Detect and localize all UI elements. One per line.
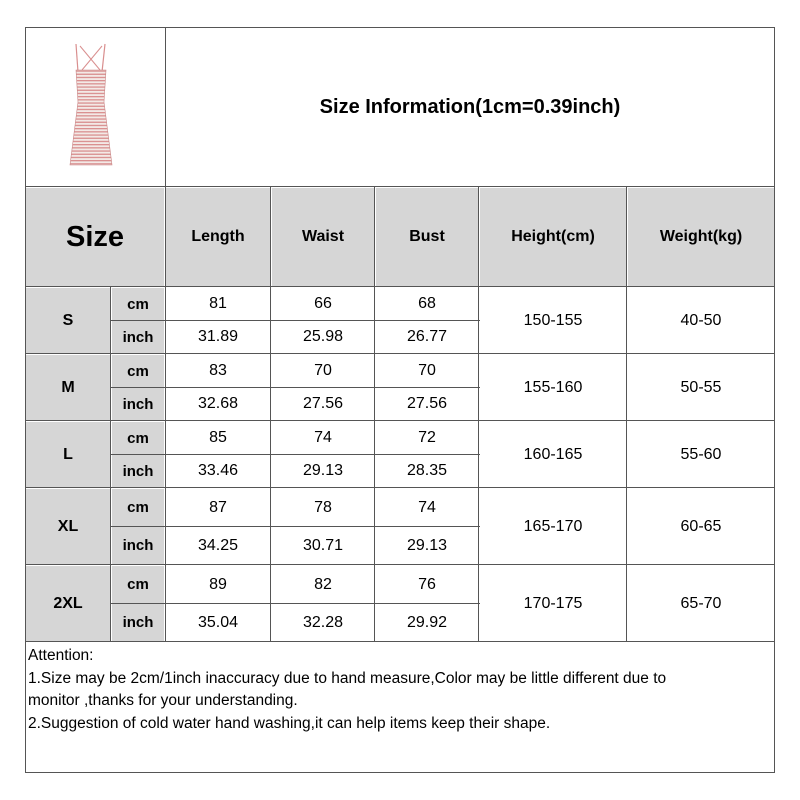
column-header-bust: Bust [376, 188, 478, 286]
cm-value-cell: 74 [418, 498, 436, 516]
inch-value-cell: 30.71 [302, 536, 344, 554]
cm-value-cell: 89 [209, 575, 227, 593]
grid-line [25, 487, 775, 488]
size-label-2xl: 2XL [26, 566, 110, 641]
grid-line [25, 641, 775, 642]
grid-line [165, 27, 166, 641]
grid-line [25, 564, 775, 565]
inch-value-cell: 34.25 [197, 536, 239, 554]
cm-value-cell: 70 [314, 362, 332, 379]
grid-line [374, 186, 375, 641]
size-header: Size [26, 188, 164, 286]
height-range-cell: 170-175 [523, 594, 583, 612]
unit-label-inch: inch [112, 388, 164, 420]
inch-value-cell: 29.13 [406, 536, 448, 554]
size-label-xl: XL [26, 489, 110, 564]
weight-range-cell: 65-70 [680, 594, 722, 612]
column-header-length: Length [166, 188, 270, 286]
grid-line [478, 186, 479, 641]
inch-value-cell: 27.56 [406, 395, 448, 412]
unit-label-cm: cm [112, 422, 164, 454]
cm-value-cell: 66 [314, 295, 332, 312]
inch-value-cell: 32.68 [197, 395, 239, 412]
unit-label-cm: cm [112, 288, 164, 320]
cm-value-cell: 70 [418, 362, 436, 379]
weight-range-cell: 40-50 [680, 311, 722, 329]
notes-heading: Attention: [28, 647, 94, 664]
cm-value-cell: 85 [209, 429, 227, 446]
column-header-height: Height(cm) [480, 188, 626, 286]
height-range-cell: 150-155 [523, 311, 583, 329]
grid-line [25, 420, 775, 421]
column-header-weight: Weight(kg) [628, 188, 774, 286]
note-line-1: 1.Size may be 2cm/1inch inaccuracy due to hand measure,Color may be little different due to [28, 669, 667, 687]
size-label-m: M [26, 355, 110, 420]
inch-value-cell: 29.13 [302, 462, 344, 479]
cm-value-cell: 87 [209, 498, 227, 516]
chart-title: Size Information(1cm=0.39inch) [319, 95, 621, 118]
note-line-2: 2.Suggestion of cold water hand washing,it can help items keep their shape. [28, 714, 551, 732]
cm-value-cell: 83 [209, 362, 227, 379]
inch-value-cell: 32.28 [302, 613, 344, 631]
grid-line [270, 186, 271, 641]
height-range-cell: 160-165 [523, 445, 583, 463]
unit-label-inch: inch [112, 455, 164, 487]
grid-line [25, 353, 775, 354]
inch-value-cell: 35.04 [197, 613, 239, 631]
unit-label-inch: inch [112, 604, 164, 641]
inch-value-cell: 26.77 [406, 328, 448, 345]
grid-line [626, 186, 627, 641]
cm-value-cell: 81 [209, 295, 227, 312]
grid-line [110, 286, 111, 641]
inch-value-cell: 31.89 [197, 328, 239, 345]
cm-value-cell: 76 [418, 575, 436, 593]
unit-label-cm: cm [112, 566, 164, 603]
unit-label-inch: inch [112, 527, 164, 564]
unit-label-cm: cm [112, 355, 164, 387]
cm-value-cell: 68 [418, 295, 436, 312]
cm-value-cell: 72 [418, 429, 436, 446]
grid-line [25, 186, 775, 187]
weight-range-cell: 55-60 [680, 445, 722, 463]
weight-range-cell: 60-65 [680, 517, 722, 535]
inch-value-cell: 29.92 [406, 613, 448, 631]
attention-notes [28, 645, 768, 735]
unit-label-cm: cm [112, 489, 164, 526]
cm-value-cell: 82 [314, 575, 332, 593]
grid-line [25, 286, 775, 287]
size-label-l: L [26, 422, 110, 487]
product-photo [28, 32, 164, 182]
height-range-cell: 155-160 [523, 378, 583, 396]
note-line-1-continued: monitor ,thanks for your understanding. [28, 692, 298, 709]
weight-range-cell: 50-55 [680, 378, 722, 396]
dress-image [28, 32, 164, 182]
unit-label-inch: inch [112, 321, 164, 353]
height-range-cell: 165-170 [523, 517, 583, 535]
size-label-s: S [26, 288, 110, 353]
inch-value-cell: 27.56 [302, 395, 344, 412]
cm-value-cell: 78 [314, 498, 332, 516]
inch-value-cell: 33.46 [197, 462, 239, 479]
inch-value-cell: 25.98 [302, 328, 344, 345]
column-header-waist: Waist [272, 188, 374, 286]
cm-value-cell: 74 [314, 429, 332, 446]
inch-value-cell: 28.35 [406, 462, 448, 479]
